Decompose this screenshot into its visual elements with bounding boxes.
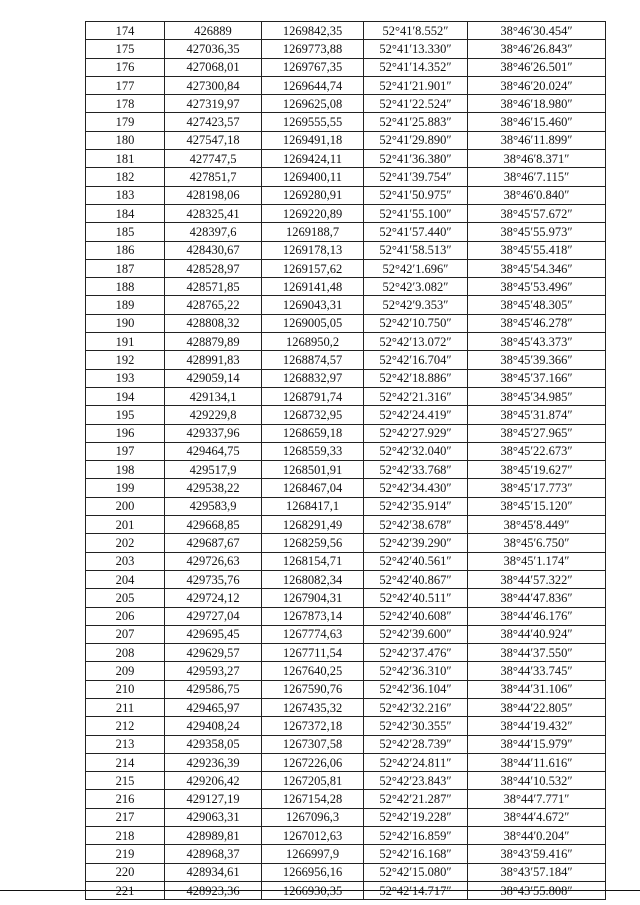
x-coordinate-cell: 429629,57 bbox=[165, 644, 262, 662]
longitude-cell: 38°45′53.496″ bbox=[468, 278, 606, 296]
x-coordinate-cell: 429586,75 bbox=[165, 680, 262, 698]
latitude-cell: 52°42′24.419″ bbox=[364, 406, 468, 424]
x-coordinate-cell: 428879,89 bbox=[165, 333, 262, 351]
latitude-cell: 52°42′32.040″ bbox=[364, 442, 468, 460]
point-number-cell: 197 bbox=[86, 442, 165, 460]
longitude-cell: 38°46′0.840″ bbox=[468, 186, 606, 204]
longitude-cell: 38°44′57.322″ bbox=[468, 570, 606, 588]
x-coordinate-cell: 429206,42 bbox=[165, 772, 262, 790]
point-number-cell: 190 bbox=[86, 314, 165, 332]
point-number-cell: 191 bbox=[86, 333, 165, 351]
point-number-cell: 175 bbox=[86, 40, 165, 58]
point-number-cell: 180 bbox=[86, 131, 165, 149]
point-number-cell: 218 bbox=[86, 827, 165, 845]
x-coordinate-cell: 429229,8 bbox=[165, 406, 262, 424]
y-coordinate-cell: 1269491,18 bbox=[262, 131, 364, 149]
y-coordinate-cell: 1268950,2 bbox=[262, 333, 364, 351]
table-row bbox=[86, 680, 606, 698]
footer-divider bbox=[0, 890, 640, 891]
point-number-cell: 205 bbox=[86, 589, 165, 607]
latitude-cell: 52°42′14.717″ bbox=[364, 881, 468, 899]
latitude-cell: 52°42′13.072″ bbox=[364, 333, 468, 351]
longitude-cell: 38°44′10.532″ bbox=[468, 772, 606, 790]
latitude-cell: 52°41′36.380″ bbox=[364, 150, 468, 168]
point-number-cell: 192 bbox=[86, 351, 165, 369]
point-number-cell: 193 bbox=[86, 369, 165, 387]
longitude-cell: 38°44′31.106″ bbox=[468, 680, 606, 698]
x-coordinate-cell: 428765,22 bbox=[165, 296, 262, 314]
point-number-cell: 202 bbox=[86, 534, 165, 552]
x-coordinate-cell: 429593,27 bbox=[165, 662, 262, 680]
y-coordinate-cell: 1267774,63 bbox=[262, 625, 364, 643]
table-row bbox=[86, 772, 606, 790]
x-coordinate-cell: 429726,63 bbox=[165, 552, 262, 570]
latitude-cell: 52°42′35.914″ bbox=[364, 497, 468, 515]
point-number-cell: 194 bbox=[86, 387, 165, 405]
point-number-cell: 219 bbox=[86, 845, 165, 863]
table-row bbox=[86, 424, 606, 442]
latitude-cell: 52°42′39.600″ bbox=[364, 625, 468, 643]
latitude-cell: 52°42′40.608″ bbox=[364, 607, 468, 625]
table-row bbox=[86, 186, 606, 204]
latitude-cell: 52°42′18.886″ bbox=[364, 369, 468, 387]
latitude-cell: 52°42′21.287″ bbox=[364, 790, 468, 808]
point-number-cell: 200 bbox=[86, 497, 165, 515]
table-row bbox=[86, 40, 606, 58]
point-number-cell: 204 bbox=[86, 570, 165, 588]
y-coordinate-cell: 1269555,55 bbox=[262, 113, 364, 131]
point-number-cell: 210 bbox=[86, 680, 165, 698]
table-row bbox=[86, 863, 606, 881]
table-row bbox=[86, 497, 606, 515]
point-number-cell: 206 bbox=[86, 607, 165, 625]
point-number-cell: 198 bbox=[86, 461, 165, 479]
table-row bbox=[86, 753, 606, 771]
table-row bbox=[86, 223, 606, 241]
x-coordinate-cell: 429337,96 bbox=[165, 424, 262, 442]
longitude-cell: 38°46′26.843″ bbox=[468, 40, 606, 58]
longitude-cell: 38°43′57.184″ bbox=[468, 863, 606, 881]
latitude-cell: 52°41′14.352″ bbox=[364, 58, 468, 76]
x-coordinate-cell: 428968,37 bbox=[165, 845, 262, 863]
latitude-cell: 52°42′32.216″ bbox=[364, 698, 468, 716]
longitude-cell: 38°45′37.166″ bbox=[468, 369, 606, 387]
longitude-cell: 38°46′30.454″ bbox=[468, 22, 606, 40]
x-coordinate-cell: 427747,5 bbox=[165, 150, 262, 168]
latitude-cell: 52°42′39.290″ bbox=[364, 534, 468, 552]
table-row bbox=[86, 625, 606, 643]
x-coordinate-cell: 429668,85 bbox=[165, 516, 262, 534]
table-row bbox=[86, 168, 606, 186]
point-number-cell: 203 bbox=[86, 552, 165, 570]
point-number-cell: 217 bbox=[86, 808, 165, 826]
latitude-cell: 52°42′33.768″ bbox=[364, 461, 468, 479]
latitude-cell: 52°42′16.704″ bbox=[364, 351, 468, 369]
longitude-cell: 38°44′40.924″ bbox=[468, 625, 606, 643]
point-number-cell: 196 bbox=[86, 424, 165, 442]
y-coordinate-cell: 1268732,95 bbox=[262, 406, 364, 424]
table-row bbox=[86, 22, 606, 40]
longitude-cell: 38°45′15.120″ bbox=[468, 497, 606, 515]
point-number-cell: 209 bbox=[86, 662, 165, 680]
x-coordinate-cell: 429408,24 bbox=[165, 717, 262, 735]
x-coordinate-cell: 428198,06 bbox=[165, 186, 262, 204]
table-row bbox=[86, 369, 606, 387]
point-number-cell: 213 bbox=[86, 735, 165, 753]
point-number-cell: 214 bbox=[86, 753, 165, 771]
point-number-cell: 208 bbox=[86, 644, 165, 662]
x-coordinate-cell: 429687,67 bbox=[165, 534, 262, 552]
x-coordinate-cell: 427036,35 bbox=[165, 40, 262, 58]
latitude-cell: 52°42′37.476″ bbox=[364, 644, 468, 662]
y-coordinate-cell: 1269773,88 bbox=[262, 40, 364, 58]
table-row bbox=[86, 607, 606, 625]
x-coordinate-cell: 428808,32 bbox=[165, 314, 262, 332]
x-coordinate-cell: 429695,45 bbox=[165, 625, 262, 643]
y-coordinate-cell: 1269220,89 bbox=[262, 204, 364, 222]
longitude-cell: 38°44′4.672″ bbox=[468, 808, 606, 826]
latitude-cell: 52°42′36.104″ bbox=[364, 680, 468, 698]
longitude-cell: 38°45′22.673″ bbox=[468, 442, 606, 460]
longitude-cell: 38°44′15.979″ bbox=[468, 735, 606, 753]
latitude-cell: 52°42′28.739″ bbox=[364, 735, 468, 753]
x-coordinate-cell: 426889 bbox=[165, 22, 262, 40]
point-number-cell: 187 bbox=[86, 259, 165, 277]
table-row bbox=[86, 808, 606, 826]
longitude-cell: 38°43′55.808″ bbox=[468, 881, 606, 899]
latitude-cell: 52°42′1.696″ bbox=[364, 259, 468, 277]
latitude-cell: 52°42′3.082″ bbox=[364, 278, 468, 296]
latitude-cell: 52°42′40.867″ bbox=[364, 570, 468, 588]
y-coordinate-cell: 1267904,31 bbox=[262, 589, 364, 607]
longitude-cell: 38°44′19.432″ bbox=[468, 717, 606, 735]
table-row bbox=[86, 461, 606, 479]
longitude-cell: 38°45′57.672″ bbox=[468, 204, 606, 222]
point-number-cell: 178 bbox=[86, 95, 165, 113]
latitude-cell: 52°41′8.552″ bbox=[364, 22, 468, 40]
longitude-cell: 38°46′7.115″ bbox=[468, 168, 606, 186]
latitude-cell: 52°41′21.901″ bbox=[364, 76, 468, 94]
table-row bbox=[86, 845, 606, 863]
longitude-cell: 38°44′47.836″ bbox=[468, 589, 606, 607]
point-number-cell: 186 bbox=[86, 241, 165, 259]
y-coordinate-cell: 1268501,91 bbox=[262, 461, 364, 479]
point-number-cell: 211 bbox=[86, 698, 165, 716]
latitude-cell: 52°41′13.330″ bbox=[364, 40, 468, 58]
point-number-cell: 183 bbox=[86, 186, 165, 204]
point-number-cell: 188 bbox=[86, 278, 165, 296]
y-coordinate-cell: 1269005,05 bbox=[262, 314, 364, 332]
table-row bbox=[86, 570, 606, 588]
x-coordinate-cell: 428934,61 bbox=[165, 863, 262, 881]
longitude-cell: 38°46′15.460″ bbox=[468, 113, 606, 131]
longitude-cell: 38°43′59.416″ bbox=[468, 845, 606, 863]
y-coordinate-cell: 1267205,81 bbox=[262, 772, 364, 790]
x-coordinate-cell: 429236,39 bbox=[165, 753, 262, 771]
y-coordinate-cell: 1267307,58 bbox=[262, 735, 364, 753]
y-coordinate-cell: 1266997,9 bbox=[262, 845, 364, 863]
point-number-cell: 182 bbox=[86, 168, 165, 186]
latitude-cell: 52°42′24.811″ bbox=[364, 753, 468, 771]
y-coordinate-cell: 1267873,14 bbox=[262, 607, 364, 625]
y-coordinate-cell: 1269842,35 bbox=[262, 22, 364, 40]
table-row bbox=[86, 717, 606, 735]
latitude-cell: 52°41′50.975″ bbox=[364, 186, 468, 204]
longitude-cell: 38°45′17.773″ bbox=[468, 479, 606, 497]
y-coordinate-cell: 1268082,34 bbox=[262, 570, 364, 588]
x-coordinate-cell: 429464,75 bbox=[165, 442, 262, 460]
y-coordinate-cell: 1269141,48 bbox=[262, 278, 364, 296]
longitude-cell: 38°45′19.627″ bbox=[468, 461, 606, 479]
latitude-cell: 52°41′29.890″ bbox=[364, 131, 468, 149]
table-row bbox=[86, 387, 606, 405]
latitude-cell: 52°42′16.168″ bbox=[364, 845, 468, 863]
table-row bbox=[86, 58, 606, 76]
longitude-cell: 38°44′37.550″ bbox=[468, 644, 606, 662]
x-coordinate-cell: 429517,9 bbox=[165, 461, 262, 479]
table-row bbox=[86, 351, 606, 369]
longitude-cell: 38°44′46.176″ bbox=[468, 607, 606, 625]
longitude-cell: 38°45′6.750″ bbox=[468, 534, 606, 552]
longitude-cell: 38°45′55.418″ bbox=[468, 241, 606, 259]
y-coordinate-cell: 1267154,28 bbox=[262, 790, 364, 808]
longitude-cell: 38°45′31.874″ bbox=[468, 406, 606, 424]
table-row bbox=[86, 589, 606, 607]
x-coordinate-cell: 428571,85 bbox=[165, 278, 262, 296]
table-row bbox=[86, 534, 606, 552]
longitude-cell: 38°45′39.366″ bbox=[468, 351, 606, 369]
x-coordinate-cell: 427068,01 bbox=[165, 58, 262, 76]
y-coordinate-cell: 1269188,7 bbox=[262, 223, 364, 241]
longitude-cell: 38°46′11.899″ bbox=[468, 131, 606, 149]
longitude-cell: 38°46′26.501″ bbox=[468, 58, 606, 76]
longitude-cell: 38°44′33.745″ bbox=[468, 662, 606, 680]
point-number-cell: 221 bbox=[86, 881, 165, 899]
table-row bbox=[86, 314, 606, 332]
y-coordinate-cell: 1268291,49 bbox=[262, 516, 364, 534]
coordinates-table-body bbox=[86, 22, 606, 900]
table-row bbox=[86, 698, 606, 716]
y-coordinate-cell: 1267640,25 bbox=[262, 662, 364, 680]
y-coordinate-cell: 1268832,97 bbox=[262, 369, 364, 387]
y-coordinate-cell: 1269178,13 bbox=[262, 241, 364, 259]
latitude-cell: 52°42′40.511″ bbox=[364, 589, 468, 607]
x-coordinate-cell: 428325,41 bbox=[165, 204, 262, 222]
latitude-cell: 52°41′57.440″ bbox=[364, 223, 468, 241]
table-row bbox=[86, 644, 606, 662]
latitude-cell: 52°42′23.843″ bbox=[364, 772, 468, 790]
longitude-cell: 38°44′7.771″ bbox=[468, 790, 606, 808]
x-coordinate-cell: 429724,12 bbox=[165, 589, 262, 607]
x-coordinate-cell: 428528,97 bbox=[165, 259, 262, 277]
x-coordinate-cell: 428397,6 bbox=[165, 223, 262, 241]
y-coordinate-cell: 1267372,18 bbox=[262, 717, 364, 735]
x-coordinate-cell: 427423,57 bbox=[165, 113, 262, 131]
point-number-cell: 181 bbox=[86, 150, 165, 168]
table-row bbox=[86, 442, 606, 460]
longitude-cell: 38°45′8.449″ bbox=[468, 516, 606, 534]
y-coordinate-cell: 1269424,11 bbox=[262, 150, 364, 168]
y-coordinate-cell: 1268467,04 bbox=[262, 479, 364, 497]
longitude-cell: 38°45′27.965″ bbox=[468, 424, 606, 442]
x-coordinate-cell: 429358,05 bbox=[165, 735, 262, 753]
point-number-cell: 179 bbox=[86, 113, 165, 131]
x-coordinate-cell: 428923,36 bbox=[165, 881, 262, 899]
longitude-cell: 38°45′55.973″ bbox=[468, 223, 606, 241]
point-number-cell: 201 bbox=[86, 516, 165, 534]
point-number-cell: 176 bbox=[86, 58, 165, 76]
latitude-cell: 52°42′34.430″ bbox=[364, 479, 468, 497]
y-coordinate-cell: 1269400,11 bbox=[262, 168, 364, 186]
table-row bbox=[86, 150, 606, 168]
x-coordinate-cell: 429127,19 bbox=[165, 790, 262, 808]
y-coordinate-cell: 1266930,35 bbox=[262, 881, 364, 899]
latitude-cell: 52°42′19.228″ bbox=[364, 808, 468, 826]
table-row bbox=[86, 296, 606, 314]
latitude-cell: 52°42′16.859″ bbox=[364, 827, 468, 845]
table-row bbox=[86, 131, 606, 149]
latitude-cell: 52°42′40.561″ bbox=[364, 552, 468, 570]
y-coordinate-cell: 1268154,71 bbox=[262, 552, 364, 570]
point-number-cell: 215 bbox=[86, 772, 165, 790]
longitude-cell: 38°45′34.985″ bbox=[468, 387, 606, 405]
table-row bbox=[86, 406, 606, 424]
y-coordinate-cell: 1269625,08 bbox=[262, 95, 364, 113]
table-row bbox=[86, 735, 606, 753]
y-coordinate-cell: 1268874,57 bbox=[262, 351, 364, 369]
x-coordinate-cell: 429063,31 bbox=[165, 808, 262, 826]
longitude-cell: 38°46′18.980″ bbox=[468, 95, 606, 113]
x-coordinate-cell: 428430,67 bbox=[165, 241, 262, 259]
latitude-cell: 52°42′36.310″ bbox=[364, 662, 468, 680]
point-number-cell: 189 bbox=[86, 296, 165, 314]
point-number-cell: 212 bbox=[86, 717, 165, 735]
latitude-cell: 52°42′30.355″ bbox=[364, 717, 468, 735]
y-coordinate-cell: 1268417,1 bbox=[262, 497, 364, 515]
latitude-cell: 52°41′58.513″ bbox=[364, 241, 468, 259]
coordinates-table bbox=[85, 21, 606, 900]
y-coordinate-cell: 1268659,18 bbox=[262, 424, 364, 442]
table-row bbox=[86, 827, 606, 845]
y-coordinate-cell: 1269280,91 bbox=[262, 186, 364, 204]
latitude-cell: 52°42′9.353″ bbox=[364, 296, 468, 314]
point-number-cell: 185 bbox=[86, 223, 165, 241]
x-coordinate-cell: 428989,81 bbox=[165, 827, 262, 845]
table-row bbox=[86, 204, 606, 222]
longitude-cell: 38°45′46.278″ bbox=[468, 314, 606, 332]
x-coordinate-cell: 429059,14 bbox=[165, 369, 262, 387]
latitude-cell: 52°42′27.929″ bbox=[364, 424, 468, 442]
y-coordinate-cell: 1267096,3 bbox=[262, 808, 364, 826]
point-number-cell: 174 bbox=[86, 22, 165, 40]
longitude-cell: 38°44′0.204″ bbox=[468, 827, 606, 845]
point-number-cell: 216 bbox=[86, 790, 165, 808]
longitude-cell: 38°45′54.346″ bbox=[468, 259, 606, 277]
point-number-cell: 177 bbox=[86, 76, 165, 94]
y-coordinate-cell: 1267590,76 bbox=[262, 680, 364, 698]
x-coordinate-cell: 429465,97 bbox=[165, 698, 262, 716]
point-number-cell: 184 bbox=[86, 204, 165, 222]
latitude-cell: 52°41′39.754″ bbox=[364, 168, 468, 186]
table-row bbox=[86, 259, 606, 277]
x-coordinate-cell: 429735,76 bbox=[165, 570, 262, 588]
point-number-cell: 199 bbox=[86, 479, 165, 497]
x-coordinate-cell: 428991,83 bbox=[165, 351, 262, 369]
longitude-cell: 38°46′8.371″ bbox=[468, 150, 606, 168]
longitude-cell: 38°44′11.616″ bbox=[468, 753, 606, 771]
y-coordinate-cell: 1267012,63 bbox=[262, 827, 364, 845]
y-coordinate-cell: 1269644,74 bbox=[262, 76, 364, 94]
y-coordinate-cell: 1267226,06 bbox=[262, 753, 364, 771]
x-coordinate-cell: 427319,97 bbox=[165, 95, 262, 113]
point-number-cell: 195 bbox=[86, 406, 165, 424]
x-coordinate-cell: 429727,04 bbox=[165, 607, 262, 625]
point-number-cell: 220 bbox=[86, 863, 165, 881]
y-coordinate-cell: 1268559,33 bbox=[262, 442, 364, 460]
longitude-cell: 38°45′48.305″ bbox=[468, 296, 606, 314]
table-row bbox=[86, 241, 606, 259]
table-row bbox=[86, 552, 606, 570]
y-coordinate-cell: 1268259,56 bbox=[262, 534, 364, 552]
table-row bbox=[86, 479, 606, 497]
table-row bbox=[86, 516, 606, 534]
x-coordinate-cell: 427547,18 bbox=[165, 131, 262, 149]
table-row bbox=[86, 76, 606, 94]
y-coordinate-cell: 1267711,54 bbox=[262, 644, 364, 662]
table-row bbox=[86, 333, 606, 351]
x-coordinate-cell: 427851,7 bbox=[165, 168, 262, 186]
y-coordinate-cell: 1269043,31 bbox=[262, 296, 364, 314]
latitude-cell: 52°42′10.750″ bbox=[364, 314, 468, 332]
latitude-cell: 52°42′21.316″ bbox=[364, 387, 468, 405]
y-coordinate-cell: 1267435,32 bbox=[262, 698, 364, 716]
y-coordinate-cell: 1268791,74 bbox=[262, 387, 364, 405]
x-coordinate-cell: 429538,22 bbox=[165, 479, 262, 497]
table-row bbox=[86, 790, 606, 808]
y-coordinate-cell: 1269767,35 bbox=[262, 58, 364, 76]
latitude-cell: 52°41′55.100″ bbox=[364, 204, 468, 222]
point-number-cell: 207 bbox=[86, 625, 165, 643]
table-row bbox=[86, 113, 606, 131]
x-coordinate-cell: 429583,9 bbox=[165, 497, 262, 515]
y-coordinate-cell: 1266956,16 bbox=[262, 863, 364, 881]
latitude-cell: 52°41′25.883″ bbox=[364, 113, 468, 131]
table-row bbox=[86, 278, 606, 296]
y-coordinate-cell: 1269157,62 bbox=[262, 259, 364, 277]
longitude-cell: 38°45′43.373″ bbox=[468, 333, 606, 351]
x-coordinate-cell: 427300,84 bbox=[165, 76, 262, 94]
x-coordinate-cell: 429134,1 bbox=[165, 387, 262, 405]
latitude-cell: 52°42′38.678″ bbox=[364, 516, 468, 534]
latitude-cell: 52°42′15.080″ bbox=[364, 863, 468, 881]
table-row bbox=[86, 95, 606, 113]
latitude-cell: 52°41′22.524″ bbox=[364, 95, 468, 113]
longitude-cell: 38°44′22.805″ bbox=[468, 698, 606, 716]
longitude-cell: 38°45′1.174″ bbox=[468, 552, 606, 570]
table-row bbox=[86, 662, 606, 680]
longitude-cell: 38°46′20.024″ bbox=[468, 76, 606, 94]
